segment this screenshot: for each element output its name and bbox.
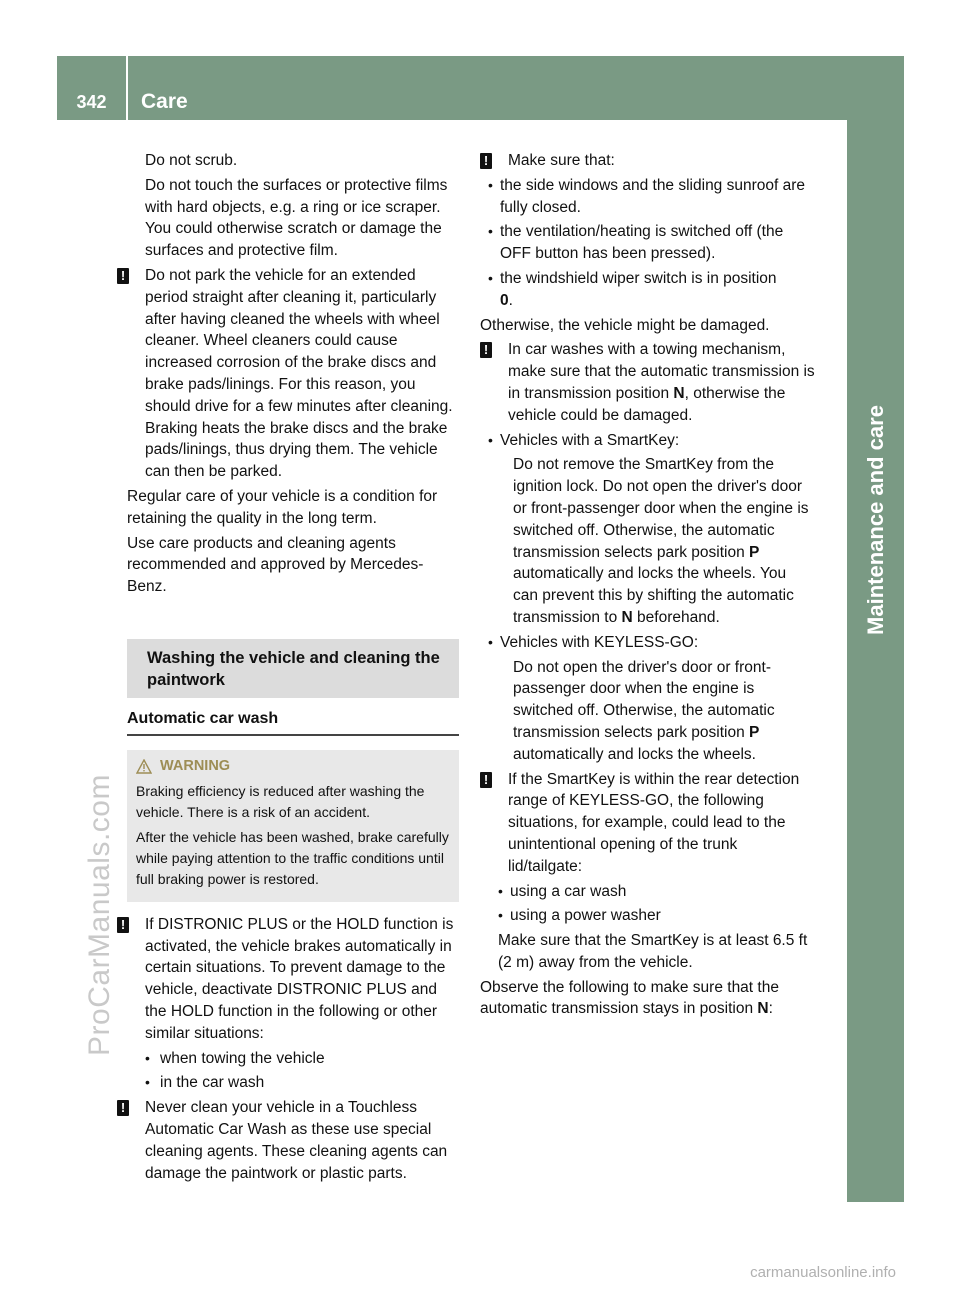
bullet-icon: • [498,882,503,899]
warning-text: After the vehicle has been washed, brake carefully while paying attention to the traffic conditions until full braking power is restored. [136,828,449,887]
note-make-sure [480,150,815,172]
page-number: 342 [76,92,107,112]
list-item-detail: Do not open the driver's door or front-passenger door when the engine is switched off. Otherwise, the automatic transmission selects park position P automatically and locks the wheels. [513,658,775,763]
warning-header [136,756,451,777]
list-item: • the side windows and the sliding sunroof are fully closed. [488,176,806,216]
subsection-heading: Automatic car wash [127,708,459,736]
paragraph: Do not touch the surfaces or protective films with hard objects, e.g. a ring or ice scraper. You could otherwise scratch or damage the surfaces and protective film. [145,176,448,260]
list-item: • in the car wash [127,1072,459,1094]
page-header [57,56,904,120]
note-text: Make sure that: [508,152,615,169]
exclamation-icon: ! [480,772,492,788]
paragraph: Do not scrub. [145,152,238,169]
exclamation-icon: ! [117,268,129,284]
list-item: • using a power washer [480,905,815,927]
note-text: Do not park the vehicle for an extended period straight after cleaning it, particularly after having cleaned the wheels with wheel cleaner. Wheel cleaners could cause increased corrosion of the brake discs and brake pads/linings. For this reason, you should drive for a few minutes after cleaning. Braking heats the brake discs and the brake pads/linings, thus drying them. The vehicle can then be parked. [145,266,453,481]
list-item: • Vehicles with KEYLESS-GO: [480,632,815,654]
note-range [480,769,815,878]
list-item-detail: Do not remove the SmartKey from the ignition lock. Do not open the driver's door or front-passenger door when the engine is switched off. Otherwise, the automatic transmission selects park position P automatically and locks the wheels. You can prevent this by shifting the automatic transmission to N beforehand. [513,456,809,626]
bullet-icon: • [498,907,503,924]
exclamation-icon: ! [480,153,492,169]
bullet-icon: • [145,1049,150,1066]
list-item: • the ventilation/heating is switched off (the OFF button has been pressed). [488,223,784,263]
warning-label: WARNING [160,757,231,774]
bullet-icon: • [488,431,493,448]
wiper-position: 0 [500,291,509,309]
paragraph: Use care products and cleaning agents recommended and approved by Mercedes-Benz. [127,534,424,596]
paragraph: Regular care of your vehicle is a condition for retaining the quality in the long term. [127,487,438,527]
bullet-icon: • [488,176,493,193]
warning-text: Braking efficiency is reduced after washing the vehicle. There is a risk of an accident. [136,782,425,820]
chapter-sidebar [847,120,904,1202]
list-item: • the windshield wiper switch is in position 0. [488,269,777,309]
right-column [480,150,815,1023]
list-item: • using a car wash [480,881,815,903]
note-touchless [120,1097,459,1184]
paragraph: Observe the following to make sure that the automatic transmission stays in position N: [480,978,779,1018]
note-text: Never clean your vehicle in a Touchless Automatic Car Wash as these use special cleaning agents. These cleaning agents can damage the paintwork or plastic parts. [145,1099,448,1182]
bullet-icon: • [488,633,493,650]
chapter-label: Maintenance and care [863,405,889,635]
exclamation-icon: ! [480,342,492,358]
bullet-icon: • [488,223,493,240]
watermark: ProCarManuals.com [83,774,117,1056]
warning-box [127,750,459,902]
list-item: • Vehicles with a SmartKey: [480,430,815,452]
left-column [120,150,459,1187]
warning-triangle-icon [136,759,152,774]
bullet-icon: • [488,269,493,286]
note-towing: ! In car washes with a towing mechanism, make sure that the automatic transmission is in transmission position N, otherwise the vehicle could be damaged. [480,339,815,426]
header-divider [126,56,128,120]
note-distronic [120,914,459,1045]
paragraph: Otherwise, the vehicle might be damaged. [480,316,770,334]
section-heading: Washing the vehicle and cleaning the paintwork [127,639,459,698]
note-text: If DISTRONIC PLUS or the HOLD function is activated, the vehicle brakes automatically in certain situations. To prevent damage to the vehicle, deactivate DISTRONIC PLUS and the HOLD function in the following or other similar situations: [145,915,454,1042]
note-park [120,265,459,483]
exclamation-icon: ! [117,917,129,933]
footer-site: carmanualsonline.info [750,1264,896,1281]
exclamation-icon: ! [117,1100,129,1116]
list-item: • when towing the vehicle [127,1048,459,1070]
bullet-icon: • [145,1074,150,1091]
note-text: If the SmartKey is within the rear detection range of KEYLESS-GO, the following situations, for example, could lead to the unintentional opening of the trunk lid/tailgate: [508,770,800,875]
paragraph: Make sure that the SmartKey is at least 6.5 ft (2 m) away from the vehicle. [498,932,808,971]
page-title: Care [141,90,188,113]
